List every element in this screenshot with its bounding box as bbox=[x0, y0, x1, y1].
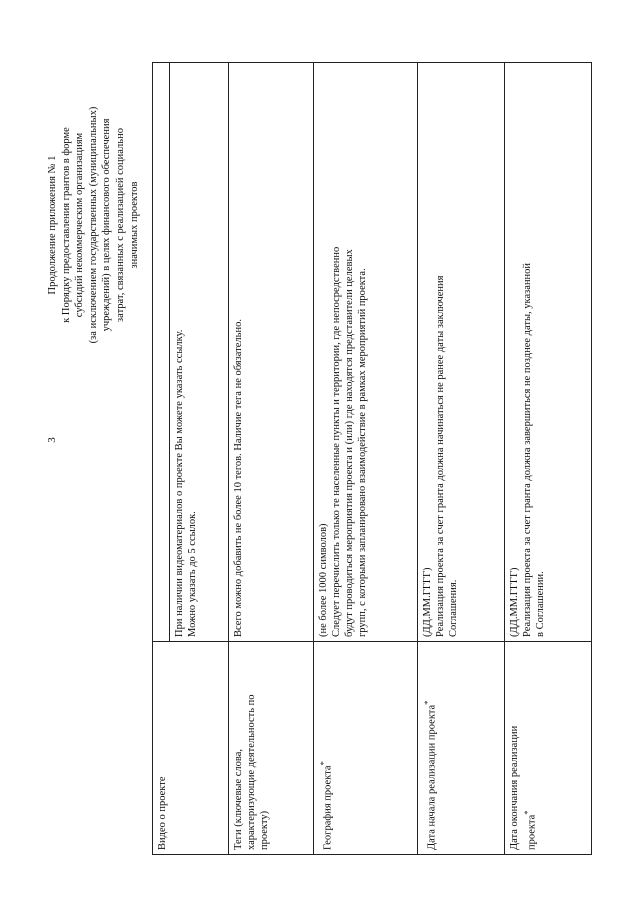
table-row-end-date bbox=[505, 63, 592, 855]
end-date-label-line: Дата окончания реализации bbox=[509, 725, 520, 850]
end-date-label-word: проекта bbox=[526, 814, 538, 850]
required-mark: * bbox=[318, 761, 328, 766]
video-empty-cell[interactable] bbox=[153, 63, 170, 642]
header-line: учреждений) в целях финансового обеспечения bbox=[101, 118, 113, 332]
end-date-hint-line: Реализация проекта за счет гранта должна завершиться не позднее даты, указанной bbox=[522, 262, 533, 637]
start-date-hint-line: (ДД.ММ.ГГГГ) bbox=[422, 567, 433, 637]
start-date-label: Дата начала реализации проекта bbox=[426, 704, 438, 850]
start-date-hint-line: Реализация проекта за счет гранта должна начинаться не ранее даты заключения bbox=[435, 275, 446, 637]
tags-value-cell[interactable] bbox=[229, 63, 314, 642]
header-line: Продолжение приложения № 1 bbox=[47, 155, 58, 295]
page-number: 3 bbox=[46, 437, 58, 443]
tags-label-line: проекту) bbox=[259, 810, 270, 850]
video-value-cell[interactable] bbox=[170, 63, 229, 642]
tags-label-line: Теги (ключевые слова, bbox=[233, 748, 244, 850]
end-date-label-cell bbox=[505, 642, 592, 855]
video-label-cell bbox=[153, 642, 229, 855]
video-label: Видео о проекте bbox=[157, 776, 168, 850]
appendix-header bbox=[46, 90, 141, 360]
project-form-table bbox=[152, 62, 592, 855]
tags-label-cell bbox=[229, 642, 314, 855]
start-date-hint-line: Соглашения. bbox=[448, 579, 459, 637]
video-hint-line: Можно указать до 5 ссылок. bbox=[187, 511, 198, 637]
tags-hint-line: Всего можно добавить не более 10 тегов. Наличие тега не обязательно. bbox=[233, 319, 244, 637]
video-hint-line: При наличии видеоматериалов о проекте Вы можете указать ссылку. bbox=[174, 329, 185, 637]
geography-label-cell bbox=[314, 642, 418, 855]
header-line: значимых проектов bbox=[128, 181, 140, 269]
header-line: (за исключением государственных (муниципальных) bbox=[87, 106, 99, 344]
geography-value-cell[interactable] bbox=[314, 63, 418, 642]
table-row-video-top bbox=[153, 63, 170, 855]
header-line: к Порядку предоставления грантов в форме bbox=[60, 127, 72, 323]
geography-label: География проекта bbox=[322, 765, 334, 850]
start-date-label-cell bbox=[418, 642, 505, 855]
geography-hint-line: групп, с которыми запланировано взаимодействие в рамках мероприятий проекта. bbox=[357, 268, 368, 637]
geography-hint-line: будут проводиться мероприятия проекта и (или) где находятся представители целевых bbox=[344, 249, 355, 637]
tags-label-line: характеризующие деятельность по bbox=[246, 694, 257, 850]
geography-hint-line: (не более 1000 символов) bbox=[318, 523, 329, 637]
table-row-tags bbox=[229, 63, 314, 855]
start-date-value-cell[interactable] bbox=[418, 63, 505, 642]
header-line: субсидий некоммерческим организациям bbox=[74, 132, 86, 318]
end-date-hint-line: (ДД.ММ.ГГГГ) bbox=[509, 567, 520, 637]
header-line: затрат, связанных с реализацией социально bbox=[114, 128, 126, 322]
required-mark: * bbox=[522, 810, 532, 815]
required-mark: * bbox=[422, 700, 432, 705]
geography-hint-line: Следует перечислить только те населенные пункты и территории, где непосредственно bbox=[331, 246, 342, 637]
table-row-geography bbox=[314, 63, 418, 855]
end-date-label-line bbox=[521, 646, 539, 850]
table-row-start-date bbox=[418, 63, 505, 855]
end-date-value-cell[interactable] bbox=[505, 63, 592, 642]
end-date-hint-line: в Соглашении. bbox=[535, 571, 546, 637]
